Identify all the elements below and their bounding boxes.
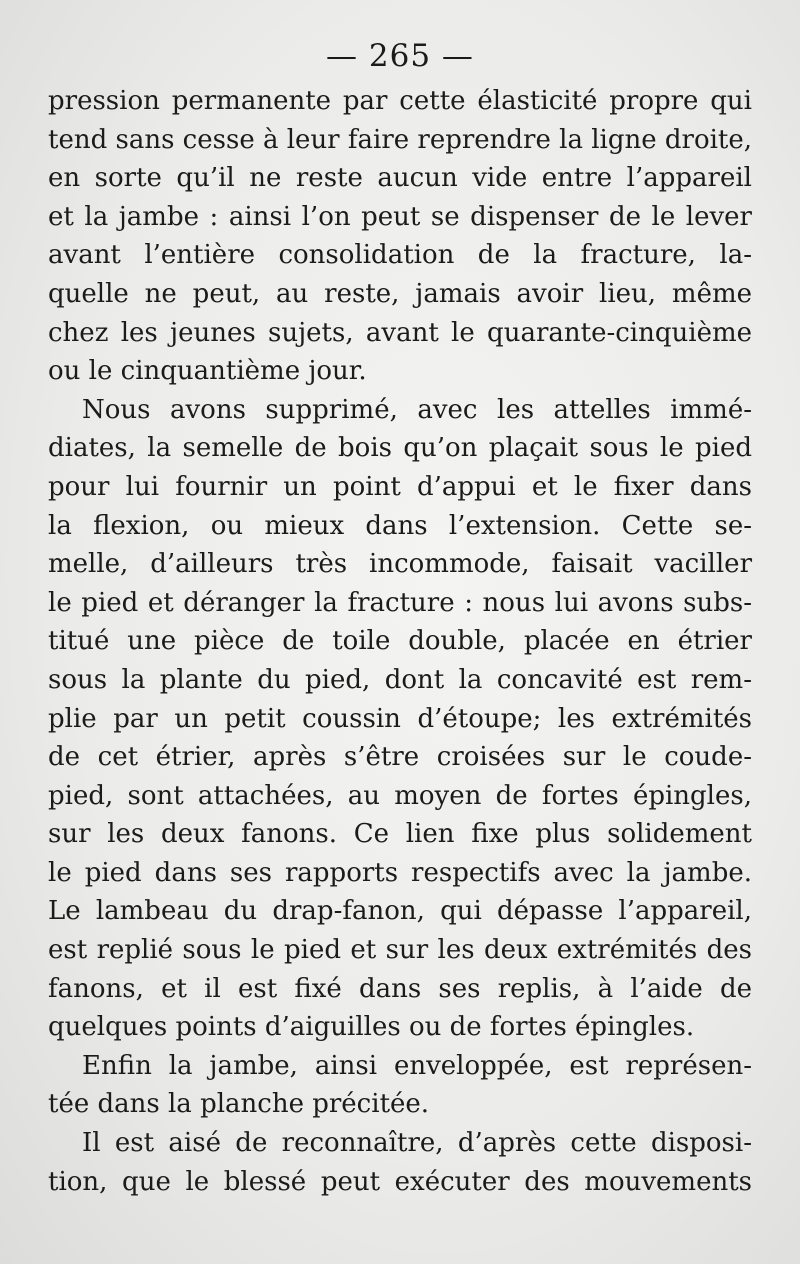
text-line: Le lambeau du drap-fanon, qui dépasse l’appareil, — [48, 896, 752, 927]
paragraph-3 — [48, 1047, 752, 1124]
text-line: tion, que le blessé peut exécuter des mouvements — [48, 1166, 752, 1197]
text-line: le pied et déranger la fracture : nous lui avons subs- — [48, 587, 752, 618]
text-line: ou le cinquantième jour. — [48, 356, 367, 387]
text-line: quelle ne peut, au reste, jamais avoir lieu, même — [48, 278, 752, 309]
text-line: pression permanente par cette élasticité propre qui — [48, 86, 752, 116]
paragraph-1 — [48, 82, 752, 391]
text-line: en sorte qu’il ne reste aucun vide entre l’appareil — [48, 163, 752, 194]
text-line: le pied dans ses rapports respectifs avec la jambe. — [48, 857, 752, 888]
text-line: pied, sont attachées, au moyen de fortes épingles, — [48, 780, 752, 811]
page-number: — 265 — — [326, 38, 474, 74]
text-line: la flexion, ou mieux dans l’extension. Cette se- — [48, 510, 752, 541]
text-line: fanons, et il est fixé dans ses replis, à l’aide de — [48, 973, 752, 1004]
text-line: Nous avons supprimé, avec les attelles immé- — [82, 394, 752, 425]
text-line: tend sans cesse à leur faire reprendre la ligne droite, — [48, 124, 753, 155]
body-text — [48, 82, 752, 1201]
text-line: tée dans la planche précitée. — [48, 1089, 430, 1120]
text-line: est replié sous le pied et sur les deux extrémités des — [48, 935, 752, 966]
text-line: plie par un petit coussin d’étoupe; les extrémités — [48, 703, 752, 734]
text-line: de cet étrier, après s’être croisées sur le coude- — [48, 742, 752, 773]
text-line: avant l’entière consolidation de la fracture, la- — [48, 240, 752, 271]
text-line: diates, la semelle de bois qu’on plaçait sous le pied — [48, 433, 752, 464]
text-line: chez les jeunes sujets, avant le quarante-cinquième — [48, 317, 752, 348]
text-line: quelques points d’aiguilles ou de fortes épingles. — [48, 1012, 695, 1043]
text-line: et la jambe : ainsi l’on peut se dispenser de le lever — [48, 201, 752, 232]
text-line: pour lui fournir un point d’appui et le fixer dans — [48, 471, 752, 502]
text-line: sous la plante du pied, dont la concavité est rem- — [48, 664, 752, 695]
text-line: Enfin la jambe, ainsi enveloppée, est représen- — [82, 1050, 752, 1081]
text-line: titué une pièce de toile double, placée en étrier — [48, 626, 752, 657]
text-line: Il est aisé de reconnaître, d’après cette disposi- — [82, 1128, 752, 1159]
paragraph-2 — [48, 391, 752, 1047]
paragraph-4 — [48, 1124, 752, 1201]
text-line: sur les deux fanons. Ce lien fixe plus solidement — [48, 819, 752, 850]
text-line: melle, d’ailleurs très incommode, faisait vaciller — [48, 549, 752, 580]
